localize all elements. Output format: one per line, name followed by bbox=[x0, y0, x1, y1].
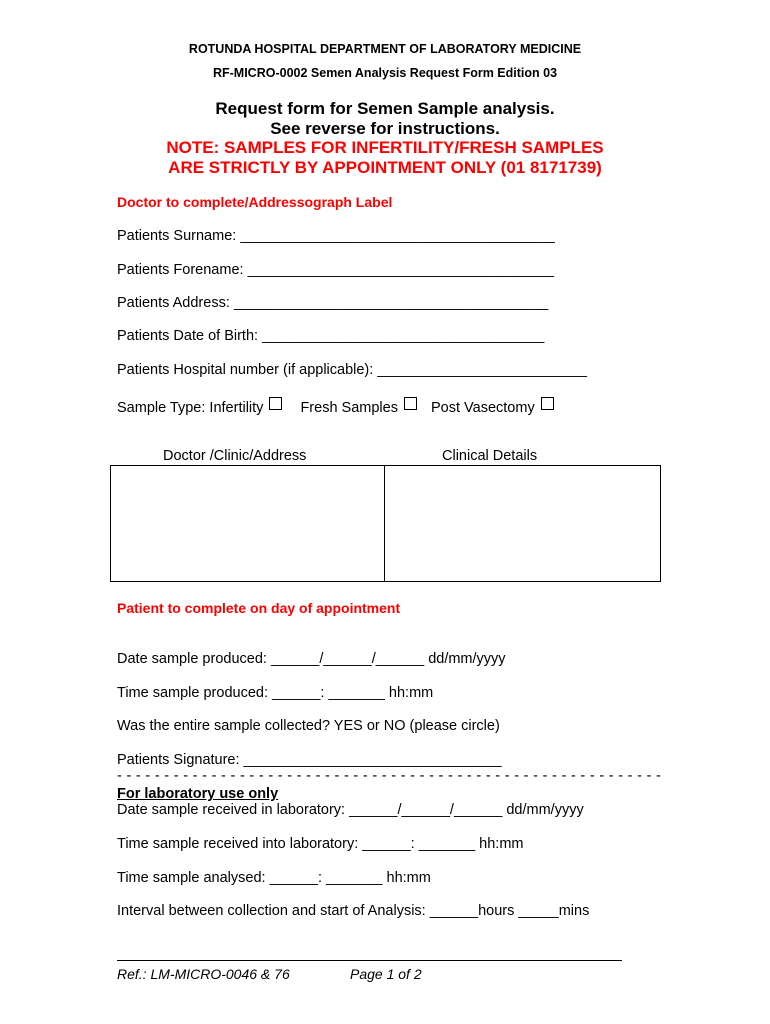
sample-type-fresh-label: Fresh Samples bbox=[300, 400, 398, 416]
clinical-details-input[interactable] bbox=[386, 466, 660, 581]
interval-field[interactable]: Interval between collection and start of Analysis: ______hours _____mins bbox=[117, 903, 590, 919]
doctor-section-heading: Doctor to complete/Addressograph Label bbox=[117, 194, 393, 210]
footer-rule bbox=[117, 960, 622, 961]
patient-dob-field[interactable]: Patients Date of Birth: ___________________________________ bbox=[117, 328, 545, 344]
time-produced-field[interactable]: Time sample produced: ______: _______ hh:mm bbox=[117, 685, 434, 701]
footer-page-number: Page 1 of 2 bbox=[350, 966, 422, 982]
appointment-note-2: ARE STRICTLY BY APPOINTMENT ONLY (01 8171739) bbox=[168, 158, 602, 177]
appointment-note-1: NOTE: SAMPLES FOR INFERTILITY/FRESH SAMPLES bbox=[166, 138, 604, 157]
doctor-clinic-address-header: Doctor /Clinic/Address bbox=[163, 448, 307, 464]
date-produced-field[interactable]: Date sample produced: ______/______/______ dd/mm/yyyy bbox=[117, 651, 506, 667]
time-received-field[interactable]: Time sample received into laboratory: ______: _______ hh:mm bbox=[117, 836, 524, 852]
patient-forename-field[interactable]: Patients Forename: ______________________________________ bbox=[117, 262, 555, 278]
patient-signature-field[interactable]: Patients Signature: ________________________________ bbox=[117, 752, 502, 768]
patient-surname-field[interactable]: Patients Surname: _______________________________________ bbox=[117, 228, 555, 244]
patient-section-heading: Patient to complete on day of appointment bbox=[117, 600, 401, 616]
infertility-checkbox[interactable] bbox=[269, 397, 282, 410]
footer-ref: Ref.: LM-MICRO-0046 & 76 bbox=[117, 966, 290, 982]
sample-type-row bbox=[117, 397, 554, 416]
sample-type-vasectomy-label: Post Vasectomy bbox=[431, 400, 535, 416]
sample-type-infertility-label: Sample Type: Infertility bbox=[117, 400, 264, 416]
header-line-1: ROTUNDA HOSPITAL DEPARTMENT OF LABORATORY MEDICINE bbox=[188, 42, 582, 56]
header-line-2: RF-MICRO-0002 Semen Analysis Request Form Edition 03 bbox=[212, 66, 558, 80]
patient-address-field[interactable]: Patients Address: _______________________________________ bbox=[117, 295, 549, 311]
post-vasectomy-checkbox[interactable] bbox=[541, 397, 554, 410]
form-title: Request form for Semen Sample analysis. bbox=[215, 99, 555, 118]
fresh-samples-checkbox[interactable] bbox=[404, 397, 417, 410]
dashed-separator: - - - - - - - - - - - - - - - - - - - - - - - - - - - - - - - - - - - - - - - - - - - - - - - - - - - - - - - - - - bbox=[117, 768, 662, 784]
table-divider bbox=[384, 465, 385, 582]
date-received-field[interactable]: Date sample received in laboratory: ______/______/______ dd/mm/yyyy bbox=[117, 802, 584, 818]
time-analysed-field[interactable]: Time sample analysed: ______: _______ hh:mm bbox=[117, 870, 431, 886]
form-subtitle: See reverse for instructions. bbox=[270, 119, 500, 138]
patient-hospital-number-field[interactable]: Patients Hospital number (if applicable): __________________________ bbox=[117, 362, 587, 378]
lab-use-heading: For laboratory use only bbox=[117, 786, 279, 802]
clinical-details-header: Clinical Details bbox=[442, 448, 538, 464]
entire-sample-question[interactable]: Was the entire sample collected? YES or NO (please circle) bbox=[117, 718, 500, 734]
doctor-clinic-address-input[interactable] bbox=[111, 466, 383, 581]
